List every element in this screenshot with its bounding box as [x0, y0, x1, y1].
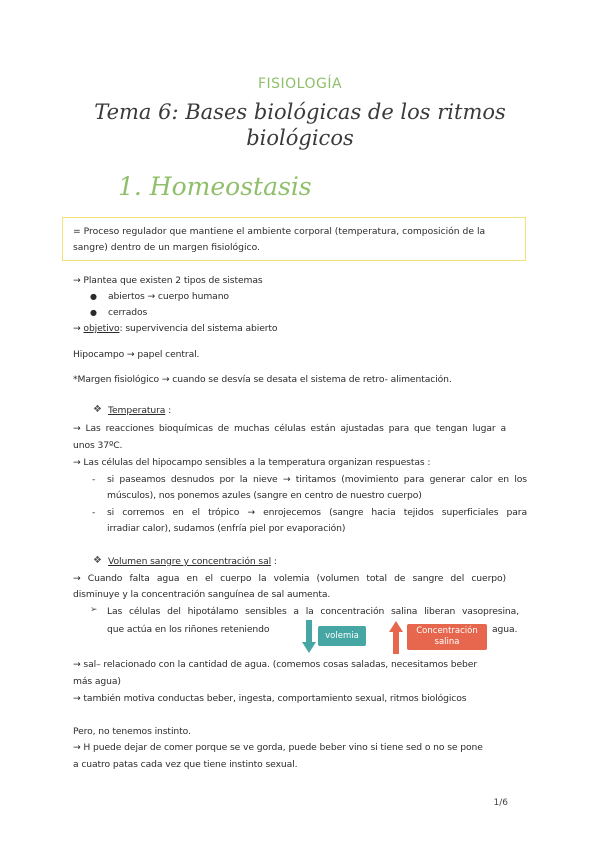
system-item-closed: cerrados	[108, 307, 148, 318]
temperature-example-2-line-2: irradiar calor), sudamos (enfría piel por evaporación)	[107, 523, 346, 534]
volume-p2-line-1: → sal– relacionado con la cantidad de agua. (comemos cosas saladas, necesitamos beber	[73, 659, 478, 670]
course-name: FISIOLOGÍA	[257, 76, 343, 92]
volume-arrow-line-1: Las células del hipotálamo sensibles a la concentración salina liberan vasopresina,	[107, 606, 519, 617]
system-item-open: abiertos → cuerpo humano	[108, 291, 229, 302]
closing-line-1: Pero, no tenemos instinto.	[73, 726, 191, 737]
systems-intro: → Plantea que existen 2 tipos de sistemas	[73, 275, 263, 286]
bullet-icon: ●	[90, 308, 97, 317]
page-title-line-2: biológicos	[246, 126, 354, 150]
objective-text: : supervivencia del sistema abierto	[119, 323, 278, 334]
volume-arrow-line-2-right: agua.	[492, 624, 518, 635]
salt-concentration-badge-line-2: salina	[434, 637, 460, 647]
temperature-p2: → Las células del hipocampo sensibles a la temperatura organizan respuestas :	[73, 457, 431, 468]
volume-arrow-line-2-left: que actúa en los riñones reteniendo	[107, 624, 270, 635]
temperature-title-suffix: :	[165, 405, 172, 416]
closing-line-3: a cuatro patas cada vez que tiene instinto sexual.	[73, 759, 298, 770]
objective-label: objetivo	[83, 323, 120, 334]
diamond-bullet-icon: ❖	[93, 555, 102, 566]
volemia-badge: volemia	[318, 626, 366, 646]
temperature-heading	[108, 405, 171, 416]
definition-line-1: = Proceso regulador que mantiene el ambiente corporal (temperatura, composición de la	[73, 226, 486, 237]
dash-bullet: -	[92, 474, 96, 485]
volume-title-suffix: :	[271, 556, 277, 567]
temperature-example-2-line-1: si corremos en el trópico → enrojecemos (sangre hacia tejidos superficiales para	[107, 507, 527, 518]
volume-p1-line-2: disminuye y la concentración sanguínea de sal aumenta.	[73, 589, 331, 600]
volume-title: Volumen sangre y concentración sal	[108, 556, 272, 567]
definition-line-2: sangre) dentro de un margen fisiológico.	[73, 242, 260, 253]
temperature-example-1-line-1: si paseamos desnudos por la nieve → tiritamos (movimiento para generar calor en los	[107, 474, 527, 485]
bullet-icon: ●	[90, 292, 97, 301]
objective-prefix: →	[73, 323, 84, 334]
temperature-p1-line-2: unos 37ºC.	[73, 440, 123, 451]
volume-p2-line-2: más agua)	[73, 676, 121, 687]
volume-heading	[108, 556, 277, 567]
temperature-example-1-line-2: músculos), nos ponemos azules (sangre en centro de nuestro cuerpo)	[107, 490, 422, 501]
margin-note: *Margen fisiológico → cuando se desvía se desata el sistema de retro- alimentación.	[73, 374, 452, 385]
definition-box	[62, 217, 526, 261]
hippocampus-line: Hipocampo → papel central.	[73, 349, 200, 360]
salt-concentration-badge-line-1: Concentración	[416, 626, 478, 636]
arrow-bullet-icon: ➢	[90, 605, 98, 615]
temperature-title: Temperatura	[108, 405, 166, 416]
volume-p1-line-1: → Cuando falta agua en el cuerpo la volemia (volumen total de sangre del cuerpo)	[73, 573, 506, 584]
up-arrow-icon	[389, 620, 403, 654]
objective-line	[73, 323, 277, 334]
closing-line-2: → H puede dejar de comer porque se ve gorda, puede beber vino si tiene sed o no se pone	[73, 742, 483, 753]
salt-concentration-badge	[407, 624, 487, 650]
down-arrow-icon	[302, 620, 316, 654]
temperature-p1-line-1: → Las reacciones bioquímicas de muchas células están ajustadas para que tengan lugar a	[73, 423, 506, 434]
section-heading: 1. Homeostasis	[118, 172, 312, 201]
page-title-line-1: Tema 6: Bases biológicas de los ritmos	[94, 100, 506, 124]
volume-p3: → también motiva conductas beber, ingesta, comportamiento sexual, ritmos biológicos	[73, 693, 467, 704]
diamond-bullet-icon: ❖	[93, 404, 102, 415]
dash-bullet: -	[92, 507, 96, 518]
page-number: 1/6	[493, 798, 508, 808]
